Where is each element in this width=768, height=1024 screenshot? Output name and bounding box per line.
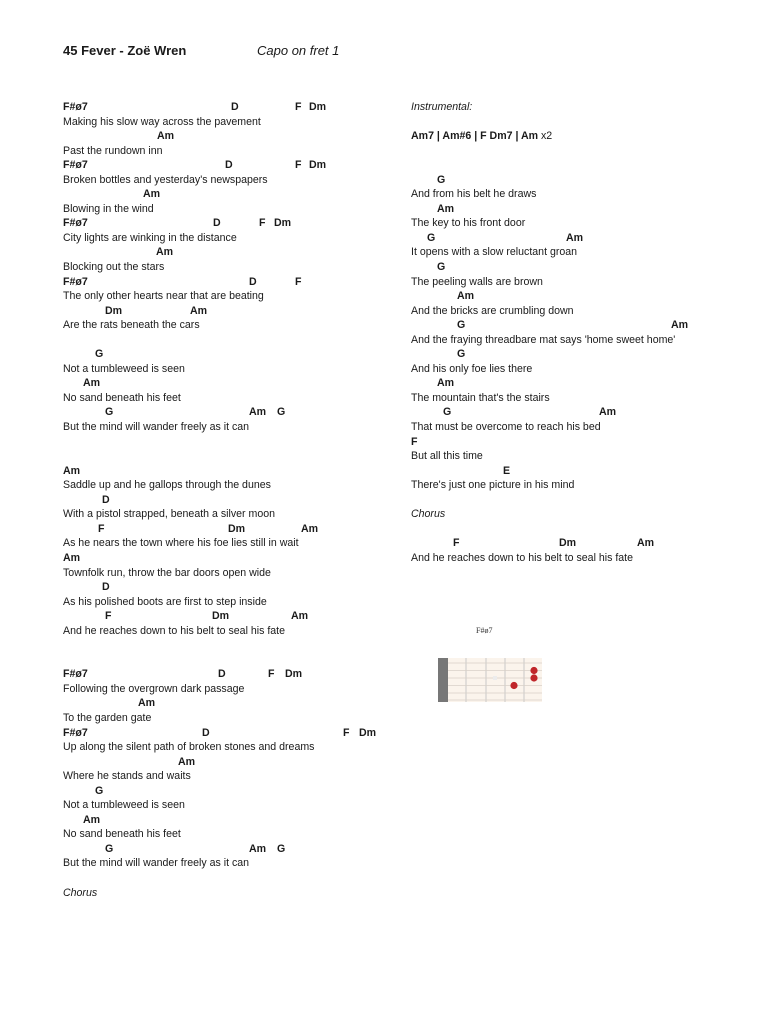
blank-line	[63, 449, 393, 464]
chord-symbol: G	[277, 406, 286, 419]
chord-symbol: Am	[291, 610, 309, 623]
chord-diagram	[436, 626, 546, 706]
chord-line	[411, 376, 741, 391]
chord-line	[63, 100, 393, 115]
chord-symbol: Am	[437, 202, 455, 215]
section-label: Chorus	[411, 508, 446, 521]
chord-symbol: F	[268, 668, 275, 681]
lyric-line: No sand beneath his feet	[63, 828, 181, 841]
blank-line	[63, 435, 393, 450]
chord-line	[63, 551, 393, 566]
chord-symbol: D	[202, 726, 210, 739]
lyric-line: And his only foe lies there	[411, 362, 533, 375]
chord-line	[411, 202, 741, 217]
chord-symbol: Am	[637, 537, 655, 550]
chord-line	[63, 405, 393, 420]
chord-symbol: G	[427, 231, 436, 244]
lyric-line: Not a tumbleweed is seen	[63, 362, 185, 375]
chord-symbol: F#ø7	[63, 159, 88, 172]
finger-dot	[530, 667, 537, 674]
chord-symbol: F	[453, 537, 460, 550]
chord-symbol: F#ø7	[63, 217, 88, 230]
chord-line	[63, 609, 393, 624]
chord-symbol: E	[503, 464, 511, 477]
chord-symbol: F	[295, 101, 302, 113]
chord-symbol: F#ø7	[63, 275, 88, 288]
lyric-line: As his polished boots are first to step inside	[63, 595, 267, 608]
chord-symbol: G	[443, 406, 452, 419]
chord-symbol: Dm	[309, 159, 327, 172]
chord-symbol: G	[457, 348, 466, 361]
chord-symbol: Am	[599, 406, 617, 419]
chord-symbol: F	[105, 610, 112, 623]
chord-symbol: Am	[63, 464, 81, 477]
chord-diagram-name: F#ø7	[476, 626, 493, 635]
chord-symbol: D	[249, 275, 257, 288]
lyric-line: Not a tumbleweed is seen	[63, 799, 185, 812]
blank-line	[411, 522, 741, 537]
chord-line	[63, 245, 393, 260]
right-column	[411, 100, 741, 566]
section-label: Chorus	[63, 886, 98, 899]
chord-symbol: G	[457, 319, 466, 332]
lyric-line: And the fraying threadbare mat says 'home sweet home'	[411, 333, 676, 346]
chord-line	[411, 536, 741, 551]
chord-symbol: D	[102, 493, 110, 506]
chord-line	[63, 275, 393, 290]
blank-line	[63, 653, 393, 668]
chord-line	[63, 842, 393, 857]
chord-line	[411, 260, 741, 275]
lyric-line: With a pistol strapped, beneath a silver moon	[63, 508, 275, 521]
chord-symbol: G	[437, 261, 446, 274]
chord-symbol: Am	[566, 231, 584, 244]
chord-symbol: Dm	[228, 522, 246, 535]
chord-line	[63, 129, 393, 144]
lyric-line: Following the overgrown dark passage	[63, 682, 245, 695]
chord-line	[63, 580, 393, 595]
chord-line	[63, 304, 393, 319]
repeat-count: x2	[538, 130, 553, 143]
chord-line	[411, 173, 741, 188]
chord-symbol: F	[295, 159, 302, 172]
chord-line	[411, 464, 741, 479]
chord-symbol: Am	[138, 697, 156, 710]
chord-symbol: Am	[83, 377, 101, 390]
finger-dot	[510, 682, 517, 689]
chord-symbol: F	[259, 217, 266, 230]
lyric-line: But the mind will wander freely as it can	[63, 857, 250, 870]
chord-symbol: F#ø7	[63, 726, 88, 739]
blank-line	[411, 115, 741, 130]
chord-symbol: G	[95, 348, 104, 361]
blank-line	[411, 158, 741, 173]
blank-line	[411, 493, 741, 508]
lyric-line: And the bricks are crumbling down	[411, 304, 574, 317]
chord-symbol: Am	[143, 188, 161, 201]
chord-symbol: D	[102, 581, 110, 594]
lyric-line: It opens with a slow reluctant groan	[411, 246, 578, 259]
chord-line	[411, 318, 741, 333]
chord-line	[63, 158, 393, 173]
chord-symbol: Am	[83, 813, 101, 826]
lyric-line: No sand beneath his feet	[63, 391, 181, 404]
lyric-line: Making his slow way across the pavement	[63, 115, 261, 128]
lyric-line: As he nears the town where his foe lies still in wait	[63, 537, 299, 550]
lyric-line: Blocking out the stars	[63, 261, 165, 274]
chord-symbol: Am	[249, 406, 267, 419]
lyric-line: There's just one picture in his mind	[411, 479, 575, 492]
chord-line	[411, 435, 741, 450]
chord-line	[63, 493, 393, 508]
chord-symbol: Am	[178, 755, 196, 768]
nut	[438, 658, 448, 702]
lyric-line: But all this time	[411, 450, 483, 463]
chord-symbol: Dm	[285, 668, 303, 681]
chord-line	[63, 347, 393, 362]
chord-symbol: F#ø7	[63, 668, 88, 681]
chord-symbol: Am	[190, 304, 208, 317]
chord-line	[63, 187, 393, 202]
chord-symbol: Dm	[559, 537, 577, 550]
chord-line	[63, 376, 393, 391]
chord-line	[63, 784, 393, 799]
chord-symbol: Am	[671, 319, 689, 332]
lyric-line: Blowing in the wind	[63, 202, 154, 215]
lyric-line: City lights are winking in the distance	[63, 231, 237, 244]
chord-line	[63, 216, 393, 231]
lyric-line: That must be overcome to reach his bed	[411, 421, 601, 434]
chord-symbol: G	[277, 842, 286, 855]
progression-chords: Am7 | Am#6 | F Dm7 | Am	[411, 130, 539, 143]
capo-note: Capo on fret 1	[257, 43, 340, 58]
chord-symbol: D	[231, 101, 239, 113]
chord-line	[411, 347, 741, 362]
lyric-line: The only other hearts near that are beating	[63, 290, 264, 303]
lyric-line: The key to his front door	[411, 217, 526, 230]
chord-symbol: Dm	[359, 726, 377, 739]
blank-line	[63, 871, 393, 886]
chord-symbol: Am	[63, 551, 81, 564]
chord-line	[63, 667, 393, 682]
chord-symbol: Dm	[105, 304, 123, 317]
lyric-line: And from his belt he draws	[411, 188, 537, 201]
chord-line	[63, 726, 393, 741]
chord-symbol: F#ø7	[63, 101, 88, 113]
chord-line	[411, 405, 741, 420]
blank-line	[63, 333, 393, 348]
chord-symbol: F	[343, 726, 350, 739]
lyric-line: To the garden gate	[63, 711, 152, 724]
page-title: 45 Fever - Zoë Wren	[63, 43, 187, 58]
chord-symbol: Am	[156, 246, 174, 259]
chord-symbol: G	[437, 173, 446, 186]
lyric-line: Past the rundown inn	[63, 144, 163, 157]
lyric-line: And he reaches down to his belt to seal his fate	[411, 551, 634, 564]
chord-line	[63, 813, 393, 828]
fretboard-graphic	[436, 657, 546, 707]
lyric-line: Up along the silent path of broken stones and dreams	[63, 741, 315, 754]
fret-marker	[493, 676, 497, 680]
instrumental-progression	[411, 129, 741, 144]
chord-symbol: Am	[249, 842, 267, 855]
chord-symbol: D	[213, 217, 221, 230]
chord-line	[411, 231, 741, 246]
lyric-line: Are the rats beneath the cars	[63, 319, 200, 332]
lyric-line: But the mind will wander freely as it can	[63, 421, 250, 434]
left-column	[63, 100, 393, 900]
chord-line	[411, 289, 741, 304]
chord-symbol: G	[105, 842, 114, 855]
blank-line	[63, 638, 393, 653]
lyric-line: Townfolk run, throw the bar doors open wide	[63, 566, 271, 579]
chord-line	[63, 522, 393, 537]
chord-symbol: Am	[457, 290, 475, 303]
lyric-line: The peeling walls are brown	[411, 275, 543, 288]
fretboard	[438, 658, 542, 702]
finger-dot	[530, 674, 537, 681]
chord-symbol: Am	[437, 377, 455, 390]
chord-line	[63, 696, 393, 711]
chord-symbol: F	[98, 522, 105, 535]
chord-symbol: F	[411, 435, 418, 448]
chord-symbol: G	[95, 784, 104, 797]
chord-symbol: Dm	[309, 101, 327, 113]
lyric-line: Broken bottles and yesterday's newspapers	[63, 173, 268, 186]
lyric-line: Saddle up and he gallops through the dunes	[63, 479, 271, 492]
lyric-line: The mountain that's the stairs	[411, 391, 550, 404]
chord-symbol: D	[218, 668, 226, 681]
lyric-line: And he reaches down to his belt to seal his fate	[63, 624, 286, 637]
chord-symbol: Dm	[274, 217, 292, 230]
chord-symbol: G	[105, 406, 114, 419]
chord-symbol: Dm	[212, 610, 230, 623]
chord-symbol: Am	[301, 522, 319, 535]
chord-symbol: D	[225, 159, 233, 172]
blank-line	[411, 144, 741, 159]
chord-line	[63, 755, 393, 770]
chord-symbol: Am	[157, 130, 175, 143]
section-label: Instrumental:	[411, 101, 473, 113]
chord-line	[63, 464, 393, 479]
lyric-line: Where he stands and waits	[63, 770, 191, 783]
chord-symbol: F	[295, 275, 302, 288]
